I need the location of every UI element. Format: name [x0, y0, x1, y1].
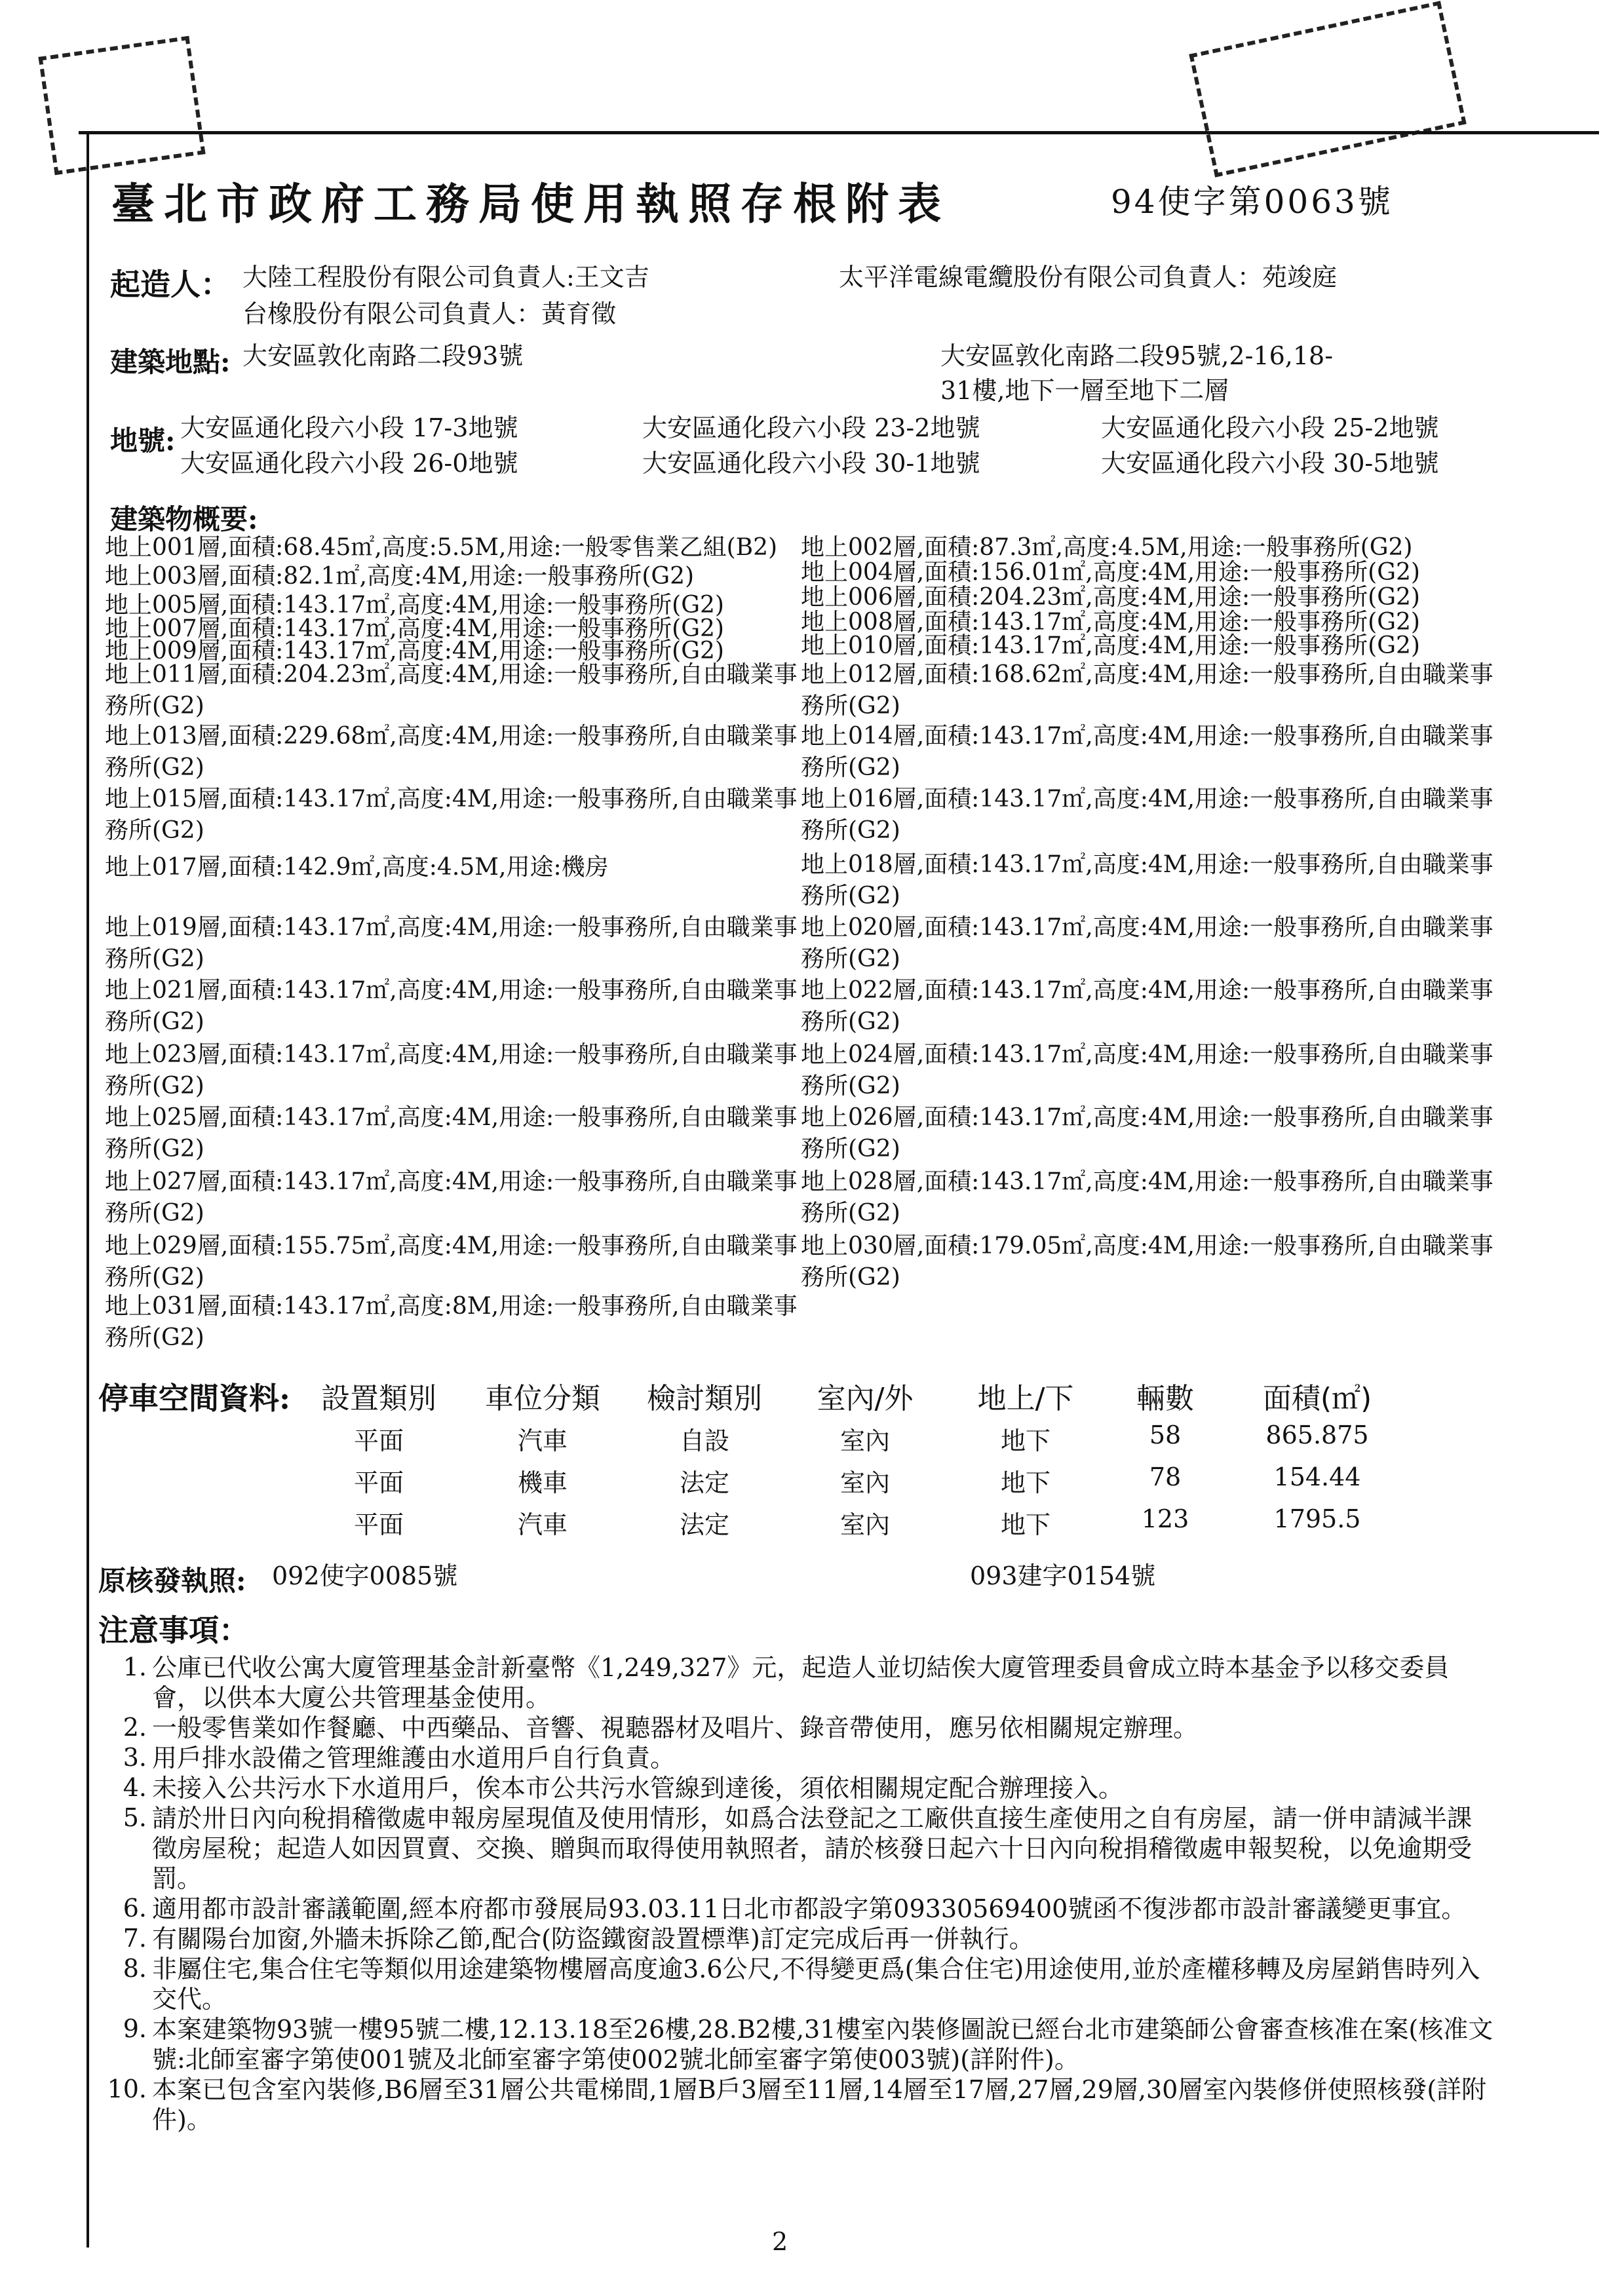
parking-cell: 平面 [353, 1426, 404, 1455]
parking-cell: 865.875 [1265, 1421, 1369, 1449]
floor-right-4: 地上008層,面積:143.17㎡,高度:4M,用途:一般事務所(G2) [801, 609, 1420, 636]
seal-stamp-right [1189, 1, 1466, 177]
parking-cell: 1795.5 [1273, 1504, 1361, 1533]
parking-cell: 室內 [839, 1426, 890, 1455]
floor-right-1: 地上002層,面積:87.3㎡,高度:4.5M,用途:一般事務所(G2) [801, 534, 1413, 561]
floor-left-10: 地上019層,面積:143.17㎡,高度:4M,用途:一般事務所,自由職業事務所(G2) [105, 914, 798, 972]
note-number: 1. [123, 1653, 147, 1681]
parking-header-2: 車位分類 [485, 1382, 600, 1415]
parking-cell: 154.44 [1273, 1463, 1361, 1491]
parking-cell: 法定 [679, 1468, 729, 1497]
floor-right-8: 地上016層,面積:143.17㎡,高度:4M,用途:一般事務所,自由職業事務所(G2) [801, 786, 1494, 844]
parking-cell: 78 [1149, 1463, 1182, 1491]
parking-header-5: 地上/下 [977, 1382, 1074, 1415]
floor-right-9: 地上018層,面積:143.17㎡,高度:4M,用途:一般事務所,自由職業事務所(G2) [801, 851, 1494, 909]
note-text: 本案已包含室內裝修,B6層至31層公共電梯間,1層B戶3層至11層,14層至17層,27層,29層,30層室內裝修併使照核發(詳附件)。 [152, 2075, 1487, 2134]
floor-left-11: 地上021層,面積:143.17㎡,高度:4M,用途:一般事務所,自由職業事務所(G2) [105, 977, 798, 1035]
left-border-line [87, 131, 89, 2248]
floor-right-3: 地上006層,面積:204.23㎡,高度:4M,用途:一般事務所(G2) [801, 584, 1420, 611]
note-number: 7. [123, 1924, 147, 1953]
floor-left-1: 地上001層,面積:68.45㎡,高度:5.5M,用途:一般零售業乙組(B2) [105, 534, 778, 561]
applicant-2: 太平洋電線電纜股份有限公司負責人：苑竣庭 [839, 263, 1338, 292]
floor-left-13: 地上025層,面積:143.17㎡,高度:4M,用途:一般事務所,自由職業事務所(G2) [105, 1104, 798, 1162]
lot-4: 大安區通化段六小段 26-0地號 [180, 449, 518, 478]
floor-right-5: 地上010層,面積:143.17㎡,高度:4M,用途:一般事務所(G2) [801, 632, 1420, 659]
note-text: 未接入公共污水下水道用戶，俟本市公共污水管線到達後，須依相關規定配合辦理接入。 [152, 1774, 1124, 1803]
floor-left-14: 地上027層,面積:143.17㎡,高度:4M,用途:一般事務所,自由職業事務所(G2) [105, 1168, 798, 1227]
document-title: 臺北市政府工務局使用執照存根附表 [111, 178, 950, 229]
parking-cell: 室內 [839, 1510, 890, 1539]
floor-right-6: 地上012層,面積:168.62㎡,高度:4M,用途:一般事務所,自由職業事務所(G2) [801, 661, 1494, 719]
parking-cell: 室內 [839, 1468, 890, 1497]
floor-left-6: 地上011層,面積:204.23㎡,高度:4M,用途:一般事務所,自由職業事務所(G2) [105, 661, 798, 719]
parking-cell: 地下 [1000, 1426, 1051, 1455]
note-number: 2. [123, 1713, 147, 1742]
floor-right-7: 地上014層,面積:143.17㎡,高度:4M,用途:一般事務所,自由職業事務所(G2) [801, 723, 1494, 781]
notes-label: 注意事項： [98, 1613, 249, 1648]
parking-cell: 機車 [517, 1468, 568, 1497]
note-text: 非屬住宅,集合住宅等類似用途建築物樓層高度逾3.6公尺,不得變更爲(集合住宅)用途使用,並於產權移轉及房屋銷售時列入交代。 [152, 1955, 1480, 2014]
permit-number: 94使字第0063號 [1111, 183, 1393, 221]
floor-left-8: 地上015層,面積:143.17㎡,高度:4M,用途:一般事務所,自由職業事務所(G2) [105, 786, 798, 844]
lot-1: 大安區通化段六小段 17-3地號 [180, 413, 518, 442]
seal-stamp-left [38, 36, 205, 176]
parking-header-1: 設置類別 [321, 1382, 436, 1415]
note-number: 6. [123, 1894, 147, 1923]
parking-cell: 平面 [353, 1510, 404, 1539]
parking-cell: 地下 [1000, 1510, 1051, 1539]
floor-right-10: 地上020層,面積:143.17㎡,高度:4M,用途:一般事務所,自由職業事務所(G2) [801, 914, 1494, 972]
site-address-2b: 31樓,地下一層至地下二層 [940, 376, 1229, 405]
parking-cell: 58 [1149, 1421, 1182, 1449]
site-address-1: 大安區敦化南路二段93號 [242, 341, 524, 370]
parking-cell: 123 [1141, 1504, 1189, 1533]
floor-right-11: 地上022層,面積:143.17㎡,高度:4M,用途:一般事務所,自由職業事務所(G2) [801, 977, 1494, 1035]
floor-left-2: 地上003層,面積:82.1㎡,高度:4M,用途:一般事務所(G2) [105, 563, 695, 590]
floor-left-16: 地上031層,面積:143.17㎡,高度:8M,用途:一般事務所,自由職業事務所(G2) [105, 1293, 798, 1351]
floor-right-14: 地上028層,面積:143.17㎡,高度:4M,用途:一般事務所,自由職業事務所(G2) [801, 1168, 1494, 1227]
floor-right-15: 地上030層,面積:179.05㎡,高度:4M,用途:一般事務所,自由職業事務所(G2) [801, 1233, 1494, 1291]
note-text: 有關陽台加窗,外牆未拆除乙節,配合(防盜鐵窗設置標準)訂定完成后再一併執行。 [152, 1924, 1034, 1953]
lot-3: 大安區通化段六小段 25-2地號 [1101, 413, 1439, 442]
parking-label: 停車空間資料: [98, 1381, 290, 1416]
original-permit-label: 原核發執照: [98, 1565, 246, 1597]
parking-header-6: 輛數 [1136, 1382, 1194, 1415]
top-border-line [79, 131, 1599, 134]
page-number: 2 [772, 2227, 788, 2256]
original-permit-1: 092使字0085號 [272, 1561, 458, 1590]
note-text: 用戶排水設備之管理維護由水道用戶自行負責。 [152, 1744, 676, 1772]
note-number: 8. [123, 1954, 147, 1983]
parking-cell: 汽車 [517, 1426, 568, 1455]
parking-cell: 平面 [353, 1468, 404, 1497]
floor-right-13: 地上026層,面積:143.17㎡,高度:4M,用途:一般事務所,自由職業事務所(G2) [801, 1104, 1494, 1162]
lot-label: 地號: [110, 425, 176, 457]
note-text: 本案建築物93號一樓95號二樓,12.13.18至26樓,28.B2樓,31樓室內裝修圖說已經台北市建築師公會審查核准在案(核准文號:北師室審字第使001號及北師室審字第使002號北師室審字第使003號)(詳附件)。 [152, 2015, 1494, 2074]
floor-left-12: 地上023層,面積:143.17㎡,高度:4M,用途:一般事務所,自由職業事務所(G2) [105, 1041, 798, 1100]
note-text: 請於卅日內向稅捐稽徵處申報房屋現值及使用情形，如爲合法登記之工廠供直接生產使用之自有房屋，請一併申請減半課徵房屋稅；起造人如因買賣、交換、贈與而取得使用執照者，請於核發日起六十日內向稅捐稽徵處申報契稅，以免逾期受罰。 [152, 1804, 1473, 1893]
floor-right-12: 地上024層,面積:143.17㎡,高度:4M,用途:一般事務所,自由職業事務所(G2) [801, 1041, 1494, 1100]
site-label: 建築地點: [110, 346, 231, 378]
floor-left-5: 地上009層,面積:143.17㎡,高度:4M,用途:一般事務所(G2) [105, 638, 724, 664]
floor-left-4: 地上007層,面積:143.17㎡,高度:4M,用途:一般事務所(G2) [105, 615, 724, 642]
parking-cell: 汽車 [517, 1510, 568, 1539]
floor-left-3: 地上005層,面積:143.17㎡,高度:4M,用途:一般事務所(G2) [105, 592, 724, 619]
floor-right-2: 地上004層,面積:156.01㎡,高度:4M,用途:一般事務所(G2) [801, 559, 1420, 586]
lot-2: 大安區通化段六小段 23-2地號 [642, 413, 980, 442]
note-number: 4. [123, 1773, 147, 1802]
note-text: 適用都市設計審議範圍,經本府都市發展局93.03.11日北市都設字第09330569400號函不復涉都市設計審議變更事宜。 [152, 1894, 1467, 1923]
floor-left-7: 地上013層,面積:229.68㎡,高度:4M,用途:一般事務所,自由職業事務所(G2) [105, 723, 798, 781]
note-number: 9. [123, 2014, 147, 2043]
applicant-1: 大陸工程股份有限公司負責人:王文吉 [242, 263, 649, 292]
parking-cell: 自設 [679, 1426, 729, 1455]
lot-5: 大安區通化段六小段 30-1地號 [642, 449, 980, 478]
note-number: 3. [123, 1743, 147, 1772]
parking-header-4: 室內/外 [817, 1382, 914, 1415]
parking-header-7: 面積(㎡) [1262, 1382, 1372, 1415]
lot-6: 大安區通化段六小段 30-5地號 [1101, 449, 1439, 478]
original-permit-2: 093建字0154號 [970, 1561, 1156, 1590]
note-number: 10. [107, 2075, 147, 2103]
parking-header-3: 檢討類別 [647, 1382, 762, 1415]
note-text: 公庫已代收公寓大廈管理基金計新臺幣《1,249,327》元，起造人並切結俟大廈管理委員會成立時本基金予以移交委員會，以供本大廈公共管理基金使用。 [152, 1653, 1450, 1712]
applicant-3: 台橡股份有限公司負責人：黃育徵 [242, 299, 617, 328]
floor-left-9: 地上017層,面積:142.9㎡,高度:4.5M,用途:機房 [105, 854, 609, 881]
parking-cell: 地下 [1000, 1468, 1051, 1497]
parking-cell: 法定 [679, 1510, 729, 1539]
note-number: 5. [123, 1803, 147, 1832]
building-summary-label: 建築物概要: [110, 503, 258, 535]
applicant-label: 起造人： [110, 267, 231, 302]
note-text: 一般零售業如作餐廳、中西藥品、音響、視聽器材及唱片、錄音帶使用，應另依相關規定辦理。 [152, 1713, 1199, 1742]
site-address-2a: 大安區敦化南路二段95號,2-16,18- [940, 341, 1334, 370]
floor-left-15: 地上029層,面積:155.75㎡,高度:4M,用途:一般事務所,自由職業事務所(G2) [105, 1233, 798, 1291]
